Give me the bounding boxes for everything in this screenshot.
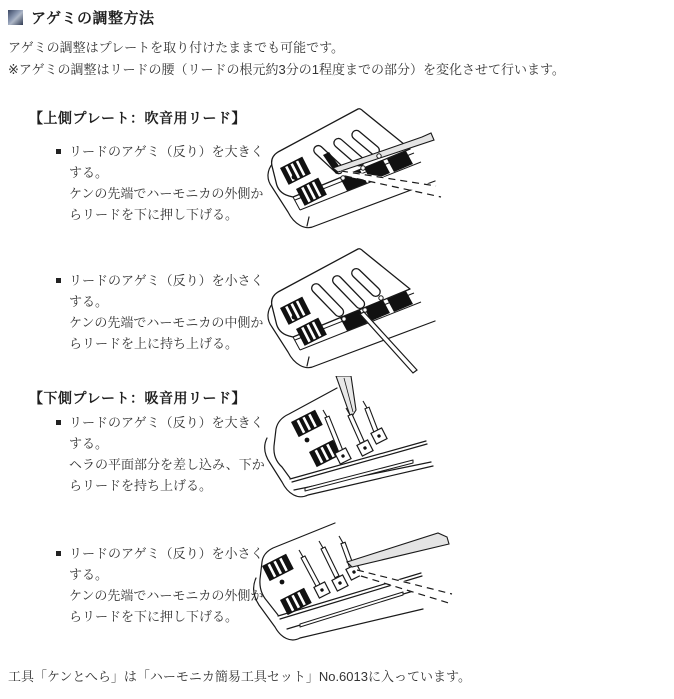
instruction-line: らリードを下に押し下げる。 — [69, 207, 239, 222]
section-heading-upper-plate: 【上側プレート：吹音用リード】 — [29, 110, 246, 126]
instruction-item-4 — [56, 543, 264, 627]
instruction-line: ケンの先端でハーモニカの中側か — [69, 315, 264, 330]
bullet-square-icon — [56, 278, 61, 283]
instruction-line: する。 — [69, 294, 109, 309]
instruction-line: ヘラの平面部分を差し込み、下か — [69, 457, 265, 472]
instruction-line: リードのアゲミ（反り）を大きく — [69, 415, 264, 430]
instruction-line: リードのアゲミ（反り）を大きく — [69, 144, 264, 159]
instruction-line: ケンの先端でハーモニカの外側か — [69, 588, 264, 603]
cover-block — [291, 410, 323, 437]
instruction-line: リードのアゲミ（反り）を小さく — [69, 273, 264, 288]
instruction-lines — [69, 543, 264, 627]
instruction-lines — [69, 412, 265, 496]
page-header — [8, 7, 155, 28]
raised-reed — [363, 401, 387, 444]
plate-hole — [292, 175, 297, 180]
hera-tool — [336, 376, 356, 418]
ken-tool — [347, 533, 449, 567]
bullet-square-icon — [56, 551, 61, 556]
intro-line: アゲミの調整はプレートを取り付けたままでも可能です。 — [8, 40, 345, 55]
plate-hole — [292, 315, 297, 320]
footer-note: 工具「ケンとへら」は「ハーモニカ簡易工具セット」No.6013に入っています。 — [8, 669, 471, 684]
motion-wedge — [356, 569, 453, 605]
ken-tool-rod — [360, 312, 417, 373]
instruction-lines — [69, 141, 264, 225]
bullet-square-icon — [56, 420, 61, 425]
illustration-lower-plate-lift — [263, 376, 573, 526]
plate-hole — [305, 438, 310, 443]
cover-block — [262, 554, 294, 581]
instruction-line: リードのアゲミ（反り）を小さく — [69, 546, 264, 561]
page-title: アゲミの調整方法 — [31, 10, 155, 27]
plate-hole — [280, 580, 285, 585]
instruction-item-3 — [56, 412, 265, 496]
instruction-line: らリードを持ち上げる。 — [69, 478, 213, 493]
instruction-line: らリードを上に持ち上げる。 — [69, 336, 239, 351]
illustration-upper-plate-lift-up — [263, 248, 573, 390]
bullet-square-icon — [56, 149, 61, 154]
instruction-line: らリードを下に押し下げる。 — [69, 609, 239, 624]
instruction-line: する。 — [69, 165, 109, 180]
instruction-lines — [69, 270, 264, 354]
instruction-line: する。 — [69, 567, 109, 582]
intro-text — [8, 37, 565, 81]
illustration-upper-plate-press-down — [263, 104, 573, 246]
section-heading-lower-plate: 【下側プレート：吸音用リード】 — [29, 390, 246, 406]
section-marker-icon — [8, 10, 23, 25]
reed-plate-face — [272, 249, 410, 337]
illustration-lower-plate-press-down — [253, 512, 575, 664]
instruction-item-1 — [56, 141, 264, 225]
instruction-item-2 — [56, 270, 264, 354]
instruction-line: する。 — [69, 436, 109, 451]
instruction-line: ケンの先端でハーモニカの外側か — [69, 186, 264, 201]
intro-line: ※アゲミの調整はリードの腰（リードの根元約3分の1程度までの部分）を変化させて行います。 — [8, 62, 565, 77]
